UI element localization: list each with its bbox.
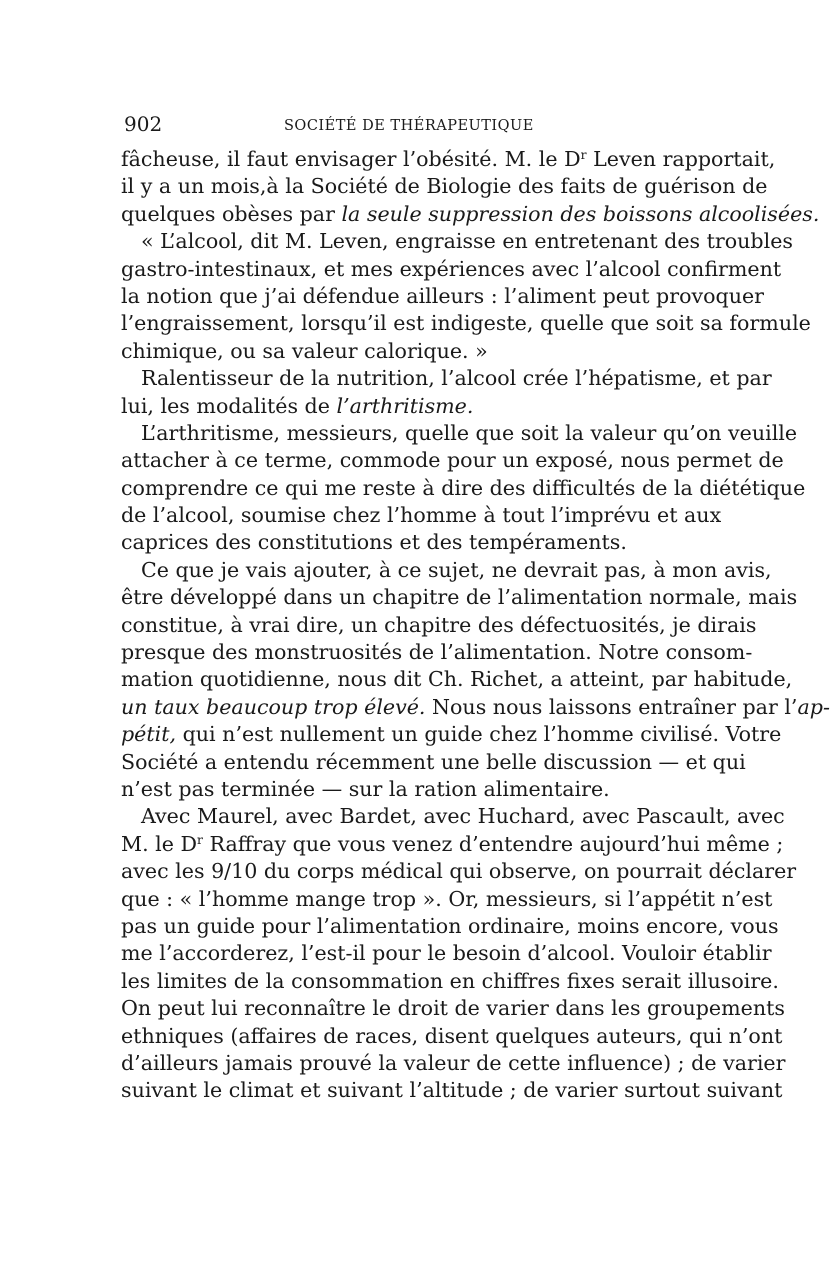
text-line: L’arthritisme, messieurs, quelle que soit la valeur qu’on veuille — [141, 420, 798, 445]
text-line: avec les 9/10 du corps médical qui observe, on pourrait déclarer — [121, 859, 797, 884]
text-line: d’ailleurs jamais prouvé la valeur de cette influence) ; de varier — [121, 1050, 786, 1075]
text-line: mation quotidienne, nous dit Ch. Richet, a atteint, par habitude, — [121, 667, 793, 692]
text-line: la notion que j’ai défendue ailleurs : l’aliment peut provoquer — [121, 283, 764, 308]
text-line: Société a entendu récemment une belle discussion — et qui — [121, 749, 746, 774]
text-line: l’engraissement, lorsqu’il est indigeste, quelle que soit sa formule — [121, 311, 811, 336]
text-line: il y a un mois,à la Société de Biologie des faits de guérison de — [121, 174, 768, 199]
body-text — [121, 146, 830, 1105]
text-line: un taux beaucoup trop élevé. Nous nous laissons entraîner par l’ap- — [121, 694, 830, 719]
text-line: n’est pas terminée — sur la ration alimentaire. — [121, 776, 610, 801]
text-line: attacher à ce terme, commode pour un exposé, nous permet de — [121, 448, 784, 473]
text-line: quelques obèses par la seule suppression des boissons alcoolisées. — [121, 201, 820, 226]
running-head: SOCIÉTÉ DE THÉRAPEUTIQUE — [284, 118, 534, 134]
text-line: constitue, à vrai dire, un chapitre des défectuosités, je dirais — [121, 612, 757, 637]
page-header — [124, 112, 684, 142]
text-line: On peut lui reconnaître le droit de varier dans les groupements — [121, 996, 785, 1021]
text-line: pas un guide pour l’alimentation ordinaire, moins encore, vous — [121, 913, 779, 938]
text-line: chimique, ou sa valeur calorique. » — [121, 338, 488, 363]
text-line: Ce que je vais ajouter, à ce sujet, ne devrait pas, à mon avis, — [141, 557, 772, 582]
text-line: les limites de la consommation en chiffres fixes serait illusoire. — [121, 968, 779, 993]
text-line: suivant le climat et suivant l’altitude ; de varier surtout suivant — [121, 1078, 783, 1103]
text-line: M. le $D^r$ Raffray que vous venez d’entendre aujourd’hui même ; — [121, 831, 784, 856]
text-line: « L’alcool, dit M. Leven, engraisse en entretenant des troubles — [141, 229, 793, 254]
text-line: me l’accorderez, l’est-il pour le besoin d’alcool. Vouloir établir — [121, 941, 772, 966]
text-line: Ralentisseur de la nutrition, l’alcool crée l’hépatisme, et par — [141, 366, 772, 391]
page-number: 902 — [124, 112, 163, 136]
text-line: ethniques (affaires de races, disent quelques auteurs, qui n’ont — [121, 1023, 783, 1048]
text-line: Avec Maurel, avec Bardet, avec Huchard, avec Pascault, avec — [141, 804, 785, 829]
text-line: comprendre ce qui me reste à dire des difficultés de la diététique — [121, 475, 806, 500]
text-line: presque des monstruosités de l’alimentation. Notre consom- — [121, 640, 753, 665]
text-line: gastro-intestinaux, et mes expériences avec l’alcool confirment — [121, 256, 782, 281]
text-line: fâcheuse, il faut envisager l’obésité. M. le $D^r$ Leven rapportait, — [121, 147, 776, 171]
text-line: que : « l’homme mange trop ». Or, messieurs, si l’appétit n’est — [121, 886, 773, 911]
text-line: lui, les modalités de l’arthritisme. — [121, 393, 474, 418]
text-line: être développé dans un chapitre de l’alimentation normale, mais — [121, 585, 798, 610]
text-line: de l’alcool, soumise chez l’homme à tout l’imprévu et aux — [121, 503, 722, 528]
text-line: pétit, qui n’est nullement un guide chez l’homme civilisé. Votre — [121, 722, 782, 747]
text-line: caprices des constitutions et des tempéraments. — [121, 530, 627, 555]
